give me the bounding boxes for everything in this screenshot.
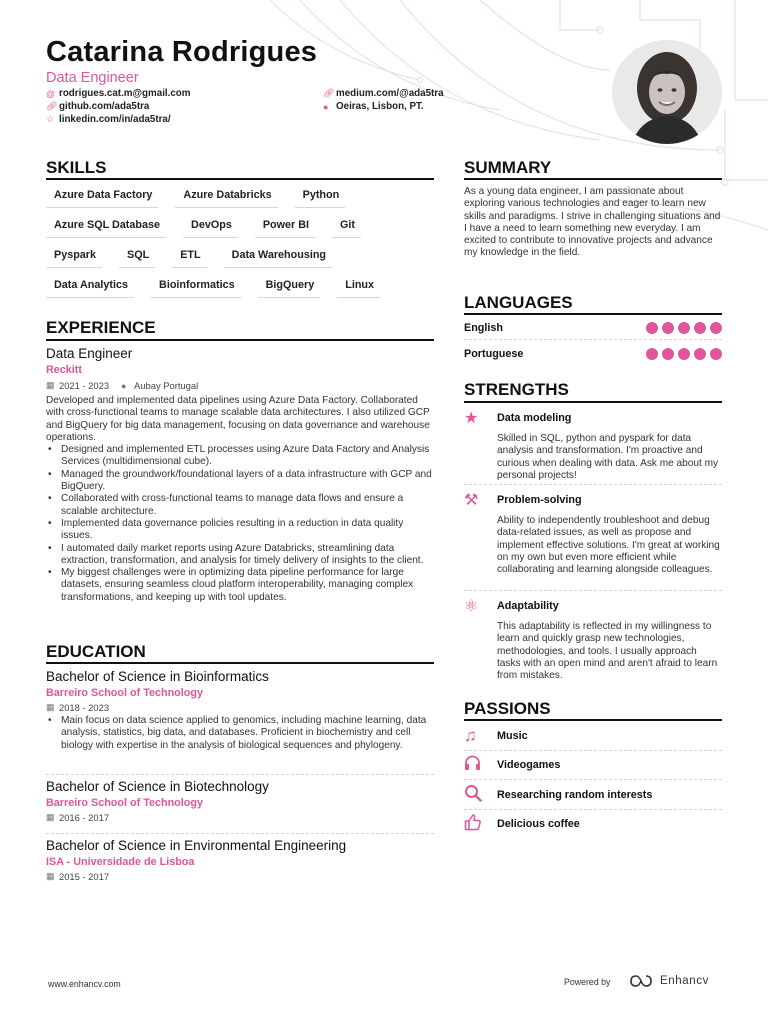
education-meta (46, 871, 436, 882)
skill-tag: Linux (337, 277, 380, 298)
passion-separator (464, 779, 722, 780)
language-row (464, 320, 722, 336)
passions-divider (464, 719, 722, 721)
job-bullet: • Managed the groundwork/foundational layers of a data infrastructure with GCP and BigQuery. (46, 469, 436, 494)
passion-label: Videogames (497, 759, 561, 771)
experience-heading: EXPERIENCE (46, 318, 156, 337)
degree-title: Bachelor of Science in Bioinformatics (46, 669, 269, 684)
strength-entry (464, 408, 722, 482)
language-separator (464, 339, 722, 340)
contact-email[interactable]: @ rodrigues.cat.m@gmail.com (46, 88, 191, 99)
music-note-icon: ♫ (464, 726, 477, 745)
proficiency-dot (662, 348, 674, 360)
company-name: Reckitt (46, 364, 83, 376)
strength-text: Ability to independently troubleshoot and debug data-related issues, as well as propose and implement effective solutions. I'm great at working on my own but even more efficient while collaborating and learning alongside colleagues. (497, 515, 720, 576)
degree-title: Bachelor of Science in Environmental Engineering (46, 838, 347, 853)
proficiency-dot (694, 322, 706, 334)
education-separator (46, 833, 434, 834)
passion-label: Researching random interests (497, 789, 653, 801)
passion-separator (464, 750, 722, 751)
education-entry (46, 779, 436, 823)
passion-item (464, 755, 722, 775)
calendar-icon: ▦ (46, 380, 55, 390)
skill-tag: Pyspark (46, 247, 102, 268)
passion-item (464, 814, 722, 834)
tools-icon: ⚒ (464, 492, 479, 509)
proficiency-dot (678, 322, 690, 334)
education-bullet: • Main focus on data science applied to genomics, including machine learning, data analysis, statistics, big data, and databases. Proficient in biochemistry and cell biology with expertise in the analysis of biological sequences and phylogeny. (46, 715, 436, 752)
proficiency-dot (710, 322, 722, 334)
education-bullets (46, 715, 436, 752)
passion-item (464, 726, 722, 746)
contact-linkedin[interactable]: ☆ linkedin.com/in/ada5tra/ (46, 114, 171, 125)
contact-github[interactable]: 🔗︎ github.com/ada5tra (46, 101, 150, 112)
strength-title: Data modeling (497, 412, 572, 424)
languages-heading: LANGUAGES (464, 293, 573, 312)
education-separator (46, 774, 434, 775)
summary-heading: SUMMARY (464, 158, 552, 177)
job-meta (46, 380, 436, 391)
footer-powered-by: Powered by (564, 977, 611, 987)
skill-tag: Python (295, 187, 346, 208)
skill-tag: SQL (119, 247, 155, 268)
experience-divider (46, 339, 434, 341)
education-dates: 2015 - 2017 (59, 871, 110, 882)
strengths-divider (464, 401, 722, 403)
language-row (464, 346, 722, 362)
proficiency-dot (694, 348, 706, 360)
strength-title: Problem-solving (497, 494, 582, 506)
proficiency-dot (710, 348, 722, 360)
education-meta (46, 702, 436, 713)
degree-title: Bachelor of Science in Biotechnology (46, 779, 269, 794)
calendar-icon: ▦ (46, 871, 55, 881)
education-meta (46, 812, 436, 823)
magnifier-icon (464, 784, 497, 807)
location-pin-icon: ● (323, 101, 329, 112)
skill-tag: BigQuery (258, 277, 321, 298)
strength-entry (464, 490, 722, 576)
profile-photo (612, 40, 722, 144)
skill-tag: Azure Databricks (175, 187, 277, 208)
passion-separator (464, 809, 722, 810)
skill-tag: Power BI (255, 217, 315, 238)
skill-tag: Git (332, 217, 361, 238)
skills-heading: SKILLS (46, 158, 107, 177)
enhancv-mark-icon (628, 974, 654, 988)
education-dates: 2018 - 2023 (59, 702, 110, 713)
job-bullet: • Collaborated with cross-functional teams to manage data flows and ensure a scalable architecture. (46, 493, 436, 518)
summary-divider (464, 178, 722, 180)
strength-title: Adaptability (497, 600, 559, 612)
enhancv-logo[interactable] (628, 974, 709, 988)
at-icon: @ (46, 88, 56, 99)
passion-item (464, 785, 722, 805)
calendar-icon: ▦ (46, 812, 55, 822)
job-bullet: • Implemented data governance policies resulting in a reduction in data quality issues. (46, 518, 436, 543)
job-bullets (46, 444, 436, 604)
enhancv-brand: Enhancv (660, 975, 709, 987)
strength-entry (464, 596, 722, 682)
education-divider (46, 662, 434, 664)
skills-tag-list (46, 187, 436, 298)
link-icon: 🔗︎ (46, 101, 58, 111)
job-bullet: • Designed and implemented ETL processes using Azure Data Factory and Analysis Services (multidimensional cube). (46, 444, 436, 469)
calendar-icon: ▦ (46, 702, 55, 712)
proficiency-dots (646, 322, 722, 334)
education-dates: 2016 - 2017 (59, 812, 110, 823)
skill-tag: Data Analytics (46, 277, 134, 298)
thumbs-up-icon (464, 813, 497, 836)
proficiency-dot (678, 348, 690, 360)
education-entry (46, 838, 436, 882)
headphones-icon (464, 755, 497, 776)
candidate-name: Catarina Rodrigues (46, 36, 318, 68)
strength-text: Skilled in SQL, python and pyspark for data analysis and transformation. I'm proactive and curious when dealing with data. Ask me about my personal projects! (497, 433, 719, 481)
proficiency-dot (646, 322, 658, 334)
location-pin-icon: ● (121, 380, 127, 391)
job-location: Aubay Portugal (134, 380, 199, 391)
job-dates: 2021 - 2023 (59, 380, 110, 391)
education-entry (46, 669, 436, 752)
job-bullet: • I automated daily market reports using Azure Databricks, streamlining data extraction, transformation, and analysis for timely delivery of insights to the client. (46, 543, 436, 568)
experience-entry (46, 346, 436, 604)
education-heading: EDUCATION (46, 642, 146, 661)
proficiency-dots (646, 348, 722, 360)
contact-location: ● Oeiras, Lisbon, PT. (323, 101, 424, 112)
skill-tag: Azure SQL Database (46, 217, 166, 238)
proficiency-dot (662, 322, 674, 334)
strength-text: This adaptability is reflected in my willingness to learn and quickly grasp new technologies, methodologies, and tools. I usually approach tasks with an open mind and aren't afraid to learn from mistakes. (497, 621, 718, 682)
atom-icon: ⚛ (464, 598, 479, 615)
proficiency-dot (646, 348, 658, 360)
language-name: Portuguese (464, 348, 524, 360)
skill-tag: ETL (172, 247, 206, 268)
strengths-heading: STRENGTHS (464, 380, 569, 399)
candidate-role: Data Engineer (46, 70, 139, 86)
school-name: Barreiro School of Technology (46, 797, 203, 809)
skill-tag: Bioinformatics (151, 277, 241, 298)
skill-tag: Azure Data Factory (46, 187, 158, 208)
star-icon: ★ (464, 410, 479, 427)
skill-tag: DevOps (183, 217, 238, 238)
passion-label: Music (497, 730, 528, 742)
passions-heading: PASSIONS (464, 699, 551, 718)
footer-site-link[interactable]: www.enhancv.com (48, 979, 121, 989)
strength-separator (464, 590, 722, 591)
skills-divider (46, 178, 434, 180)
star-icon: ☆ (46, 114, 55, 124)
job-description: Developed and implemented data pipelines using Azure Data Factory. Collaborated with cross-functional teams to manage scalable data architectures. I also utilized GCP and BigQuery for big data management, focusing on data governance and warehouse operations. (46, 395, 430, 443)
languages-divider (464, 313, 722, 315)
school-name: Barreiro School of Technology (46, 687, 203, 699)
school-name: ISA - Universidade de Lisboa (46, 856, 195, 868)
contact-medium[interactable]: 🔗︎ medium.com/@ada5tra (323, 88, 444, 99)
job-bullet: • My biggest challenges were in optimizing data pipeline performance for large datasets, ensuring seamless cloud platform interoperability, managing complex transformations, and keeping up with tool updates. (46, 567, 436, 604)
language-name: English (464, 322, 503, 334)
link-icon: 🔗︎ (323, 88, 335, 98)
summary-text: As a young data engineer, I am passionate about exploring various technologies and eager to learn new skills and paradigms. I strive in challenging situations and I have a need to learn something new everyday. I am excited to contribute to innovative projects and advance my knowledge in the field. (464, 186, 721, 259)
skill-tag: Data Warehousing (224, 247, 332, 268)
strength-separator (464, 484, 722, 485)
job-title: Data Engineer (46, 346, 133, 361)
passion-label: Delicious coffee (497, 818, 580, 830)
